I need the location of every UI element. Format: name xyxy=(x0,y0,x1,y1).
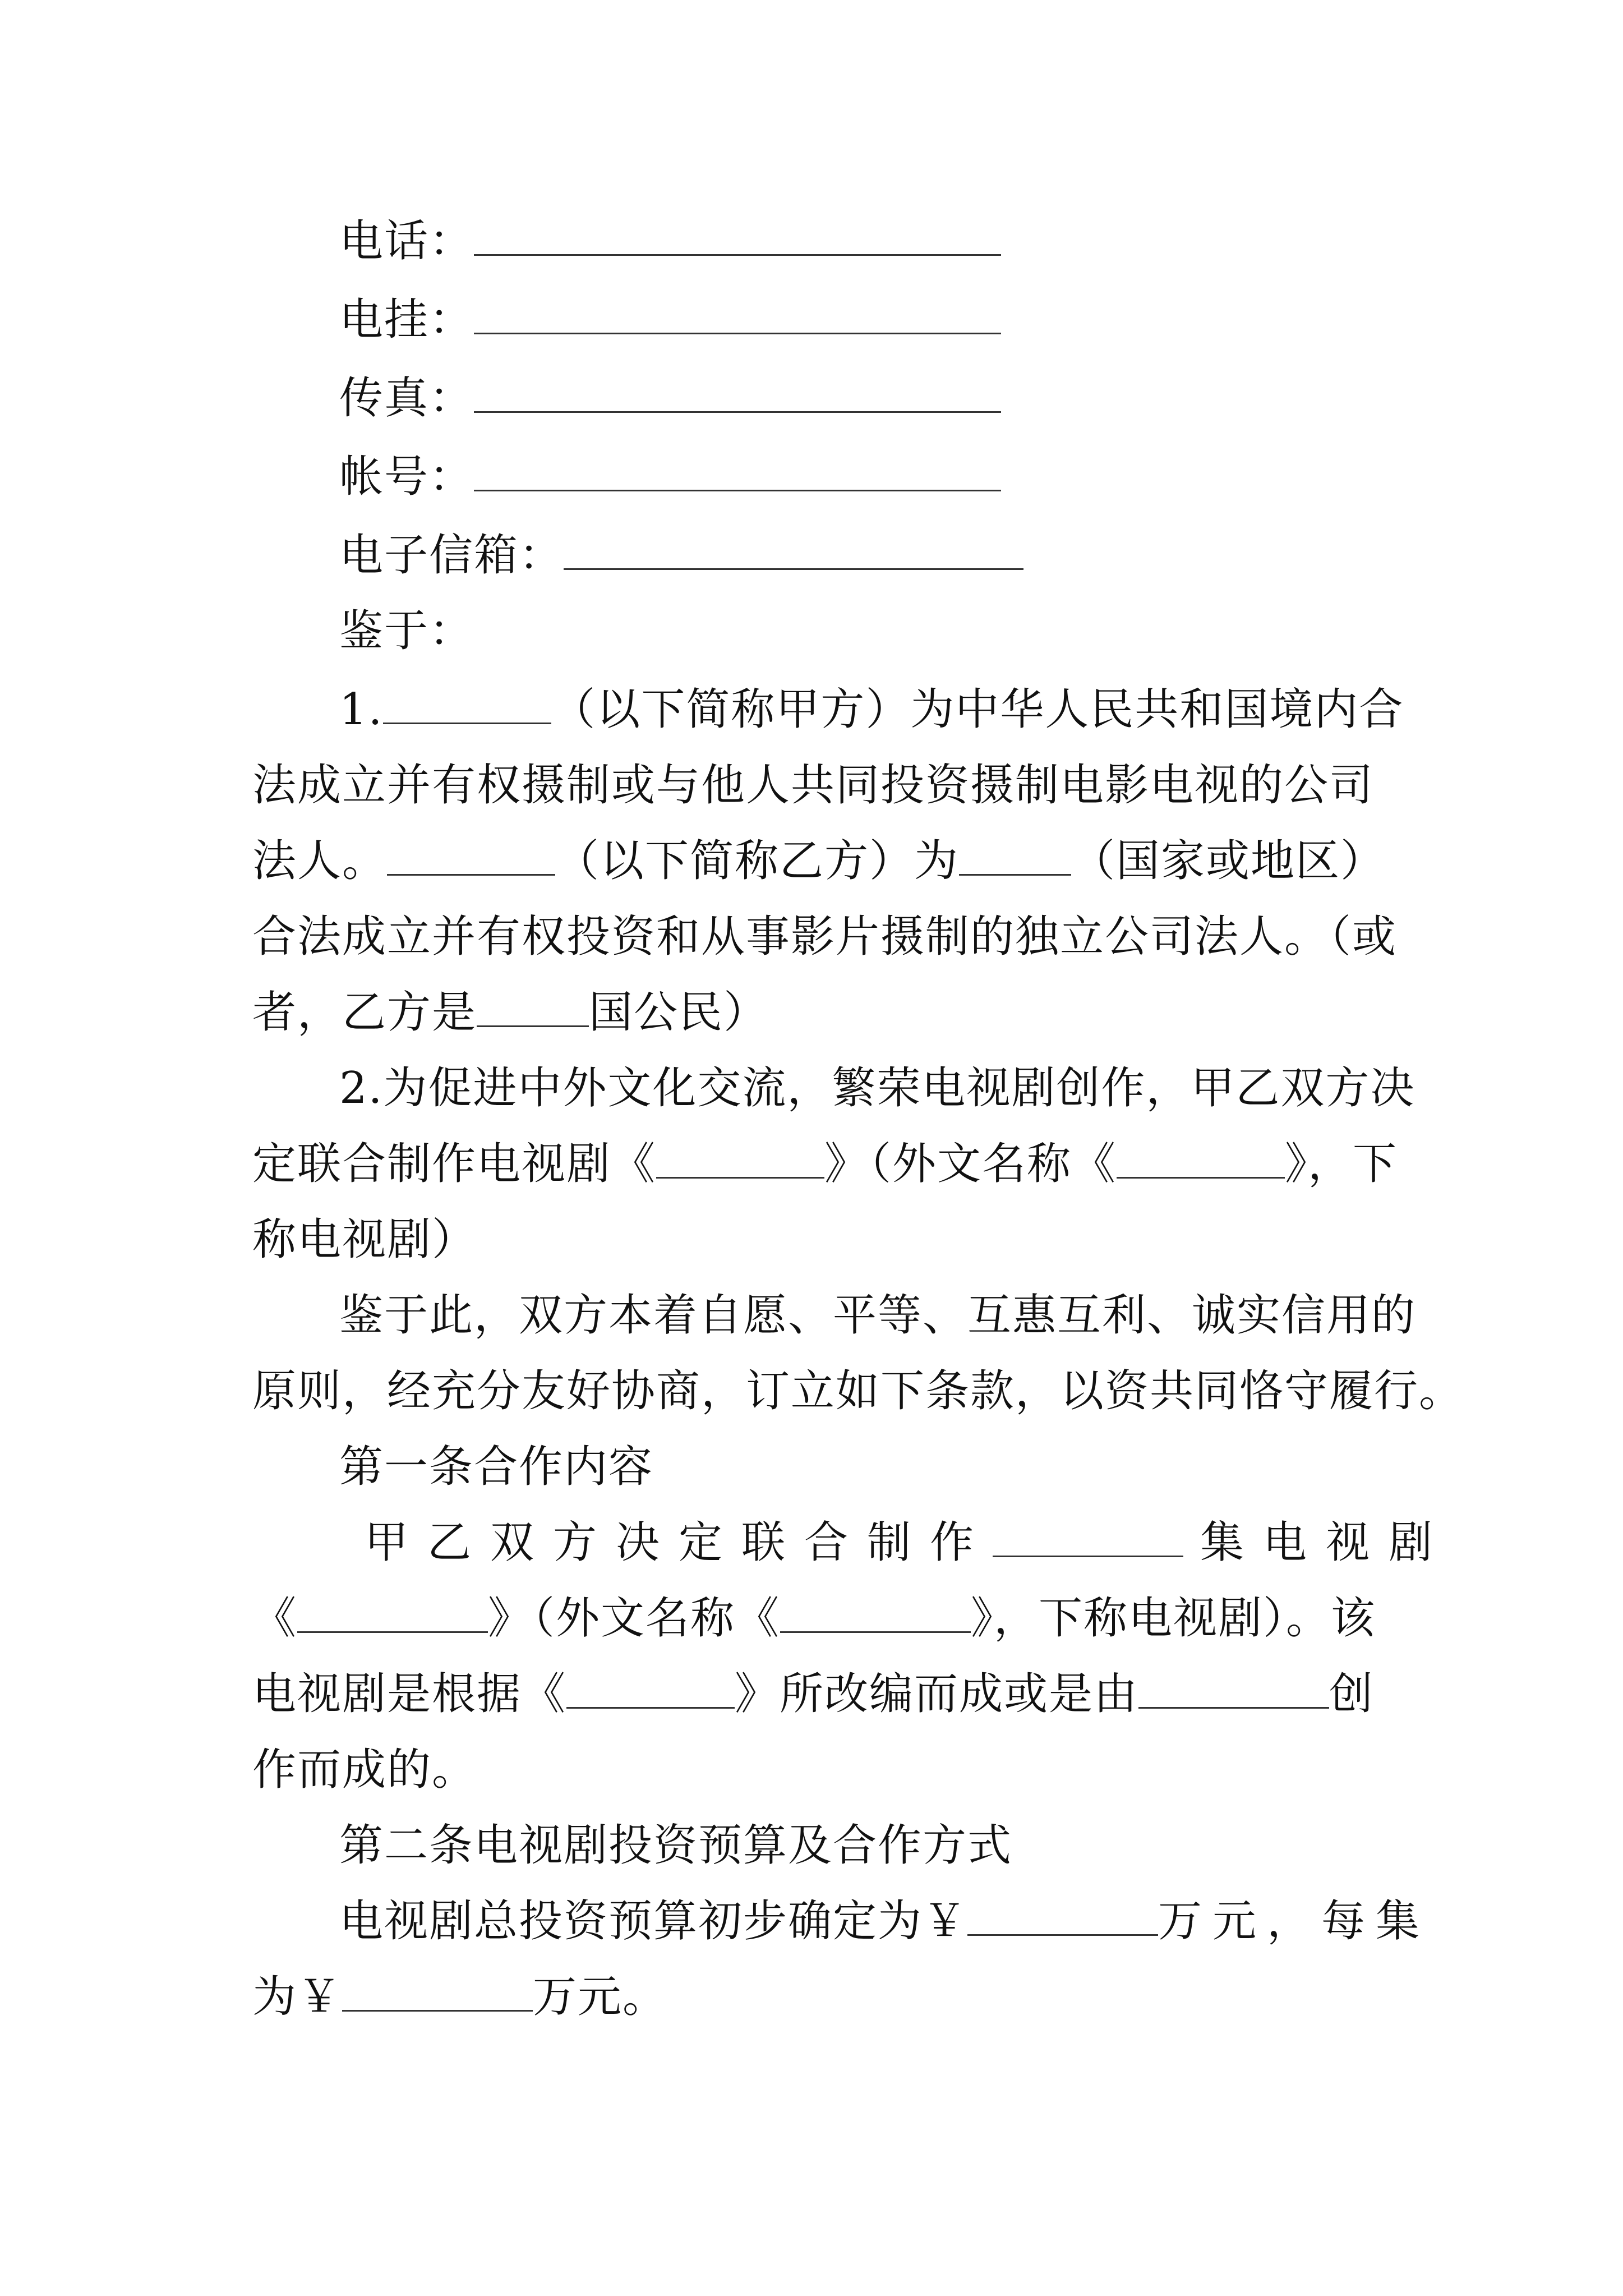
article1-line1-start: 甲乙双方决定联合制作 xyxy=(365,1517,993,1568)
email-label: 电子信箱： xyxy=(339,530,564,581)
preamble-line1-text: 鉴于此，双方本着自愿、平等、互惠互利、诚实信用的 xyxy=(339,1290,1417,1341)
clause1-line3-end: （国家或地区） xyxy=(1071,836,1386,886)
article2-line2 xyxy=(252,1969,1374,2025)
preamble-line1 xyxy=(339,1287,1461,1343)
total-budget-blank[interactable] xyxy=(967,1897,1158,1936)
email-line xyxy=(339,527,1461,583)
fax-label: 传真： xyxy=(339,373,474,424)
article2-line2-start: 为￥ xyxy=(252,1972,343,2022)
phone-line xyxy=(339,213,1461,269)
per-episode-budget-blank[interactable] xyxy=(342,1973,533,2012)
phone-blank[interactable] xyxy=(474,217,1001,256)
episode-count-blank[interactable] xyxy=(993,1519,1183,1557)
article1-line3 xyxy=(252,1666,1374,1722)
telegram-label: 电挂： xyxy=(339,295,474,345)
whereas-heading xyxy=(339,603,1461,659)
phone-label: 电话： xyxy=(339,216,474,266)
fax-blank[interactable] xyxy=(474,374,1001,413)
clause2-line2-start: 定联合制作电视剧《 xyxy=(252,1139,657,1189)
clause2-line2 xyxy=(252,1136,1398,1192)
clause1-line2 xyxy=(252,757,1374,813)
article1-title xyxy=(339,1439,1461,1495)
clause1-line3 xyxy=(252,833,1386,889)
email-blank[interactable] xyxy=(564,531,1023,570)
account-label: 帐号： xyxy=(339,452,474,502)
article2-line2-end: 万元。 xyxy=(533,1972,668,2022)
clause1-line3-mid: （以下简称乙方）为 xyxy=(555,836,960,886)
clause2-line2-mid: 》（外文名称《 xyxy=(824,1139,1117,1189)
clause1-line1 xyxy=(339,682,1461,738)
clause1-line3-start: 法人。 xyxy=(252,836,388,886)
fax-line xyxy=(339,370,1461,426)
clause1-line1-text: （以下简称甲方）为中华人民共和国境内合 xyxy=(551,684,1404,735)
telegram-blank[interactable] xyxy=(474,296,1001,334)
article1-line1 xyxy=(365,1515,1486,1571)
article1-line4 xyxy=(252,1742,1374,1798)
article1-line2 xyxy=(252,1590,1374,1646)
preamble-line2-text: 原则，经充分友好协商，订立如下条款，以资共同恪守履行。 xyxy=(252,1366,1464,1416)
article1-line1-end: 集电视剧 xyxy=(1200,1517,1452,1568)
telegram-line xyxy=(339,292,1461,348)
clause2-line3 xyxy=(252,1212,1374,1268)
clause2-line3-text: 称电视剧） xyxy=(252,1214,477,1265)
clause2-line1-text: 2.为促进中外文化交流，繁荣电视剧创作，甲乙双方决 xyxy=(339,1063,1415,1114)
author-blank[interactable] xyxy=(1138,1670,1329,1709)
article1-line2-mid: 》（外文名称《 xyxy=(488,1593,781,1644)
nationality-blank[interactable] xyxy=(477,988,589,1027)
clause1-line4 xyxy=(252,909,1398,965)
article1-line2-start: 《 xyxy=(252,1593,298,1644)
article2-title xyxy=(339,1818,1461,1874)
article1-line3-end: 创 xyxy=(1329,1669,1375,1719)
clause2-line2-end: 》，下 xyxy=(1285,1139,1398,1189)
article1-title-blank[interactable] xyxy=(297,1594,488,1633)
clause1-line2-text: 法成立并有权摄制或与他人共同投资摄制电影电视的公司 xyxy=(252,760,1375,811)
clause2-line1 xyxy=(339,1060,1461,1116)
clause1-line5-start: 者，乙方是 xyxy=(252,987,477,1038)
article1-foreign-title-blank[interactable] xyxy=(780,1594,971,1633)
clause1-line4-text: 合法成立并有权投资和从事影片摄制的独立公司法人。（或 xyxy=(252,912,1398,962)
article1-line3-start: 电视剧是根据《 xyxy=(252,1669,567,1719)
drama-title-blank[interactable] xyxy=(656,1140,824,1179)
party-b-blank[interactable] xyxy=(387,837,555,876)
clause1-line5 xyxy=(252,984,1374,1041)
article2-line1-start: 电视剧总投资预算初步确定为￥ xyxy=(339,1896,968,1947)
clause1-line5-end: 国公民） xyxy=(589,987,769,1038)
article2-title-text: 第二条电视剧投资预算及合作方式 xyxy=(339,1820,1013,1871)
article1-line4-text: 作而成的。 xyxy=(252,1745,477,1795)
country-blank[interactable] xyxy=(959,837,1071,876)
foreign-title-blank[interactable] xyxy=(1117,1140,1285,1179)
party-a-blank[interactable] xyxy=(383,685,551,724)
clause1-number: 1. xyxy=(339,684,384,735)
article2-line1-end: 万元，每集 xyxy=(1158,1896,1431,1947)
article1-line2-end: 》，下称电视剧）。该 xyxy=(971,1593,1376,1644)
article1-line3-mid: 》所改编而成或是由 xyxy=(735,1669,1139,1719)
account-blank[interactable] xyxy=(474,453,1001,491)
article2-line1 xyxy=(339,1893,1461,1949)
source-work-blank[interactable] xyxy=(566,1670,735,1709)
preamble-line2 xyxy=(252,1363,1464,1419)
account-line xyxy=(339,449,1461,505)
whereas-label: 鉴于： xyxy=(339,606,474,656)
article1-title-text: 第一条合作内容 xyxy=(339,1442,654,1492)
